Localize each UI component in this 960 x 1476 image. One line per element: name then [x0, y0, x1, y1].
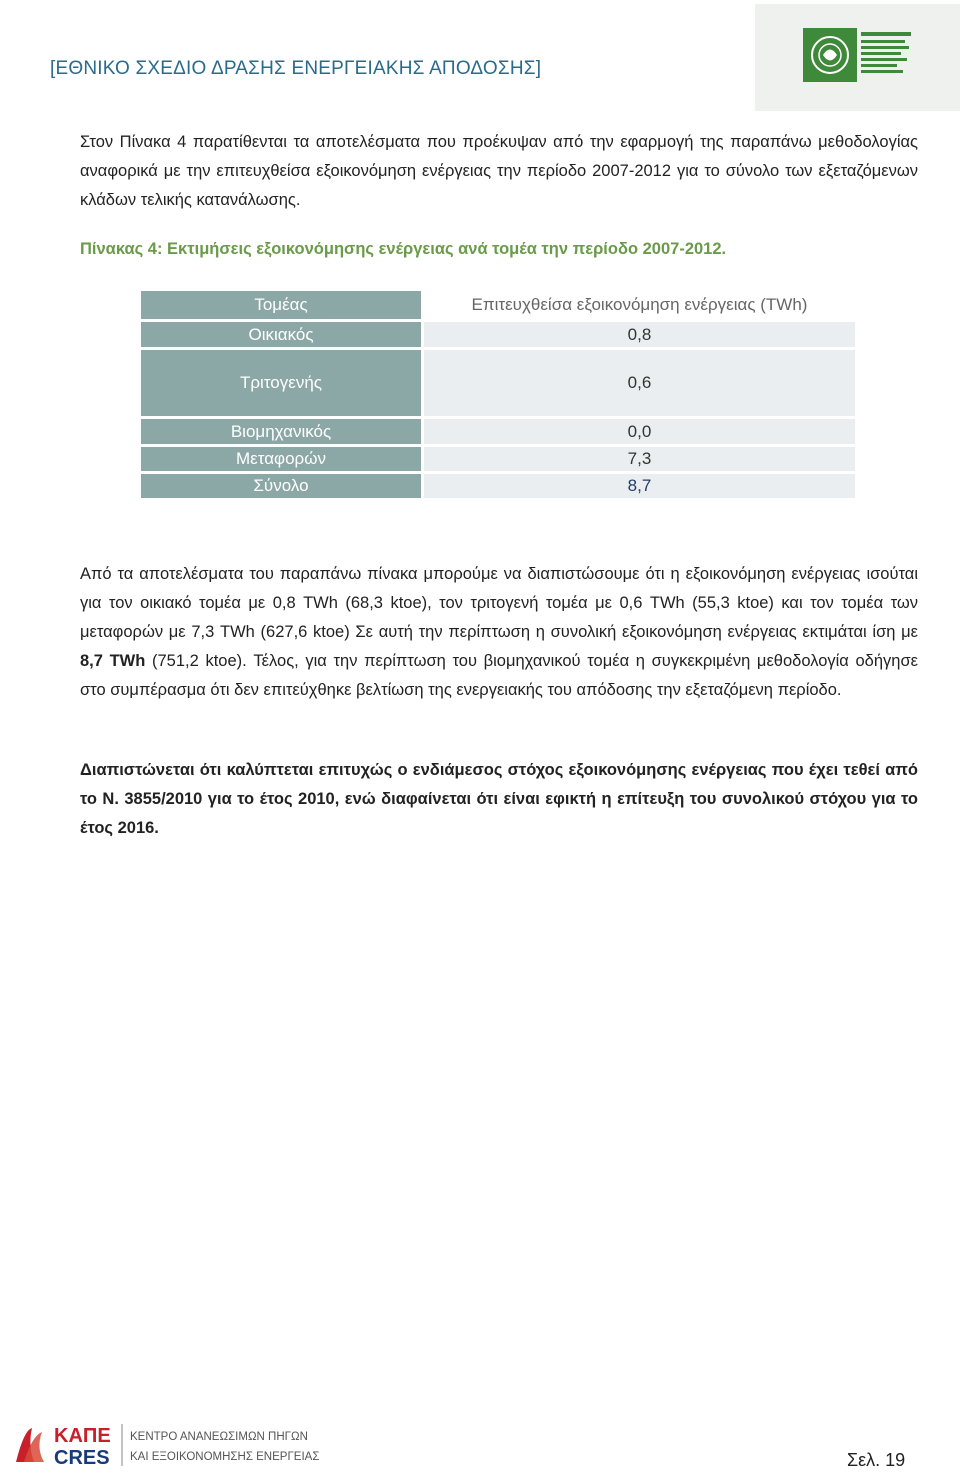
results-text-bold-total: 8,7 TWh — [80, 652, 146, 670]
ministry-logo-icon — [803, 28, 913, 82]
table-cell-sector: Τριτογενής — [141, 350, 421, 416]
table-cell-value: 0,8 — [424, 322, 855, 347]
kape-cres-logo — [10, 1418, 320, 1470]
table-cell-value: 7,3 — [424, 447, 855, 471]
conclusion-paragraph: Διαπιστώνεται ότι καλύπτεται επιτυχώς ο ενδιάμεσος στόχος εξοικονόμησης ενέργειας που έχει τεθεί από το Ν. 3855/2010 για το έτος 2010, ενώ διαφαίνεται ότι είναι εφικτή η επίτευξη του συνολικού στόχου για το έτος 2016. — [80, 761, 918, 837]
table-cell-sector: Βιομηχανικός — [141, 419, 421, 444]
table-cell-value: 0,6 — [424, 350, 855, 416]
document-header-title: [ΕΘΝΙΚΟ ΣΧΕΔΙΟ ΔΡΑΣΗΣ ΕΝΕΡΓΕΙΑΚΗΣ ΑΠΟΔΟΣΗΣ] — [50, 58, 542, 79]
table-cell-sector: Σύνολο — [141, 474, 421, 498]
table-row — [141, 322, 855, 347]
results-text-part1: Από τα αποτελέσματα του παραπάνω πίνακα μπορούμε να διαπιστώσουμε ότι η εξοικονόμηση ενέργειας ισούται για τον οικιακό τομέα με 0,8 TWh (68,3 ktoe), τον τριτογενή τομέα με 0,6 TWh (55,3 ktoe) και τον τομέα των μεταφορών με 7,3 TWh (627,6 ktoe) Σε αυτή την περίπτωση η συνολική εξοικονόμηση ενέργειας εκτιμάται ίση με — [80, 565, 918, 641]
table-cell-sector: Μεταφορών — [141, 447, 421, 471]
results-text-part2: (751,2 ktoe). Τέλος, για την περίπτωση του βιομηχανικού τομέα η συγκεκριμένη μεθοδολογία οδήγησε στο συμπέρασμα ότι δεν επιτεύχθηκε βελτίωση της ενεργειακής του απόδοσης την εξεταζόμενη περίοδο. — [80, 652, 918, 699]
kape-emblem-icon — [16, 1428, 44, 1462]
table-header-row — [141, 291, 855, 319]
table-row — [141, 419, 855, 444]
logo-line1-text: ΚΕΝΤΡΟ ΑΝΑΝΕΩΣΙΜΩΝ ΠΗΓΩΝ — [130, 1431, 308, 1443]
page-number: Σελ. 19 — [847, 1450, 906, 1470]
table-row — [141, 447, 855, 471]
table-row — [141, 474, 855, 498]
logo-kape-text: ΚΑΠΕ — [54, 1425, 111, 1447]
table-caption: Πίνακας 4: Εκτιμήσεις εξοικονόμησης ενέργειας ανά τομέα την περίοδο 2007-2012. — [80, 240, 727, 258]
table-cell-total-value: 8,7 — [424, 474, 855, 498]
intro-paragraph: Στον Πίνακα 4 παρατίθενται τα αποτελέσματα που προέκυψαν από την εφαρμογή της παραπάνω μεθοδολογίας αναφορικά με την επιτευχθείσα εξοικονόμηση ενέργειας την περίοδο 2007-2012 για το σύνολο των εξεταζόμενων κλάδων τελικής κατανάλωσης. — [80, 133, 918, 209]
savings-table — [138, 288, 858, 501]
table-cell-sector: Οικιακός — [141, 322, 421, 347]
results-paragraph — [80, 560, 918, 705]
logo-line2-text: ΚΑΙ ΕΞΟΙΚΟΝΟΜΗΣΗΣ ΕΝΕΡΓΕΙΑΣ — [130, 1451, 320, 1463]
table-row — [141, 350, 855, 416]
table-cell-value: 0,0 — [424, 419, 855, 444]
logo-cres-text: CRES — [54, 1447, 110, 1469]
column-header-savings: Επιτευχθείσα εξοικονόμηση ενέργειας (TWh) — [424, 291, 855, 319]
column-header-sector: Τομέας — [141, 291, 421, 319]
